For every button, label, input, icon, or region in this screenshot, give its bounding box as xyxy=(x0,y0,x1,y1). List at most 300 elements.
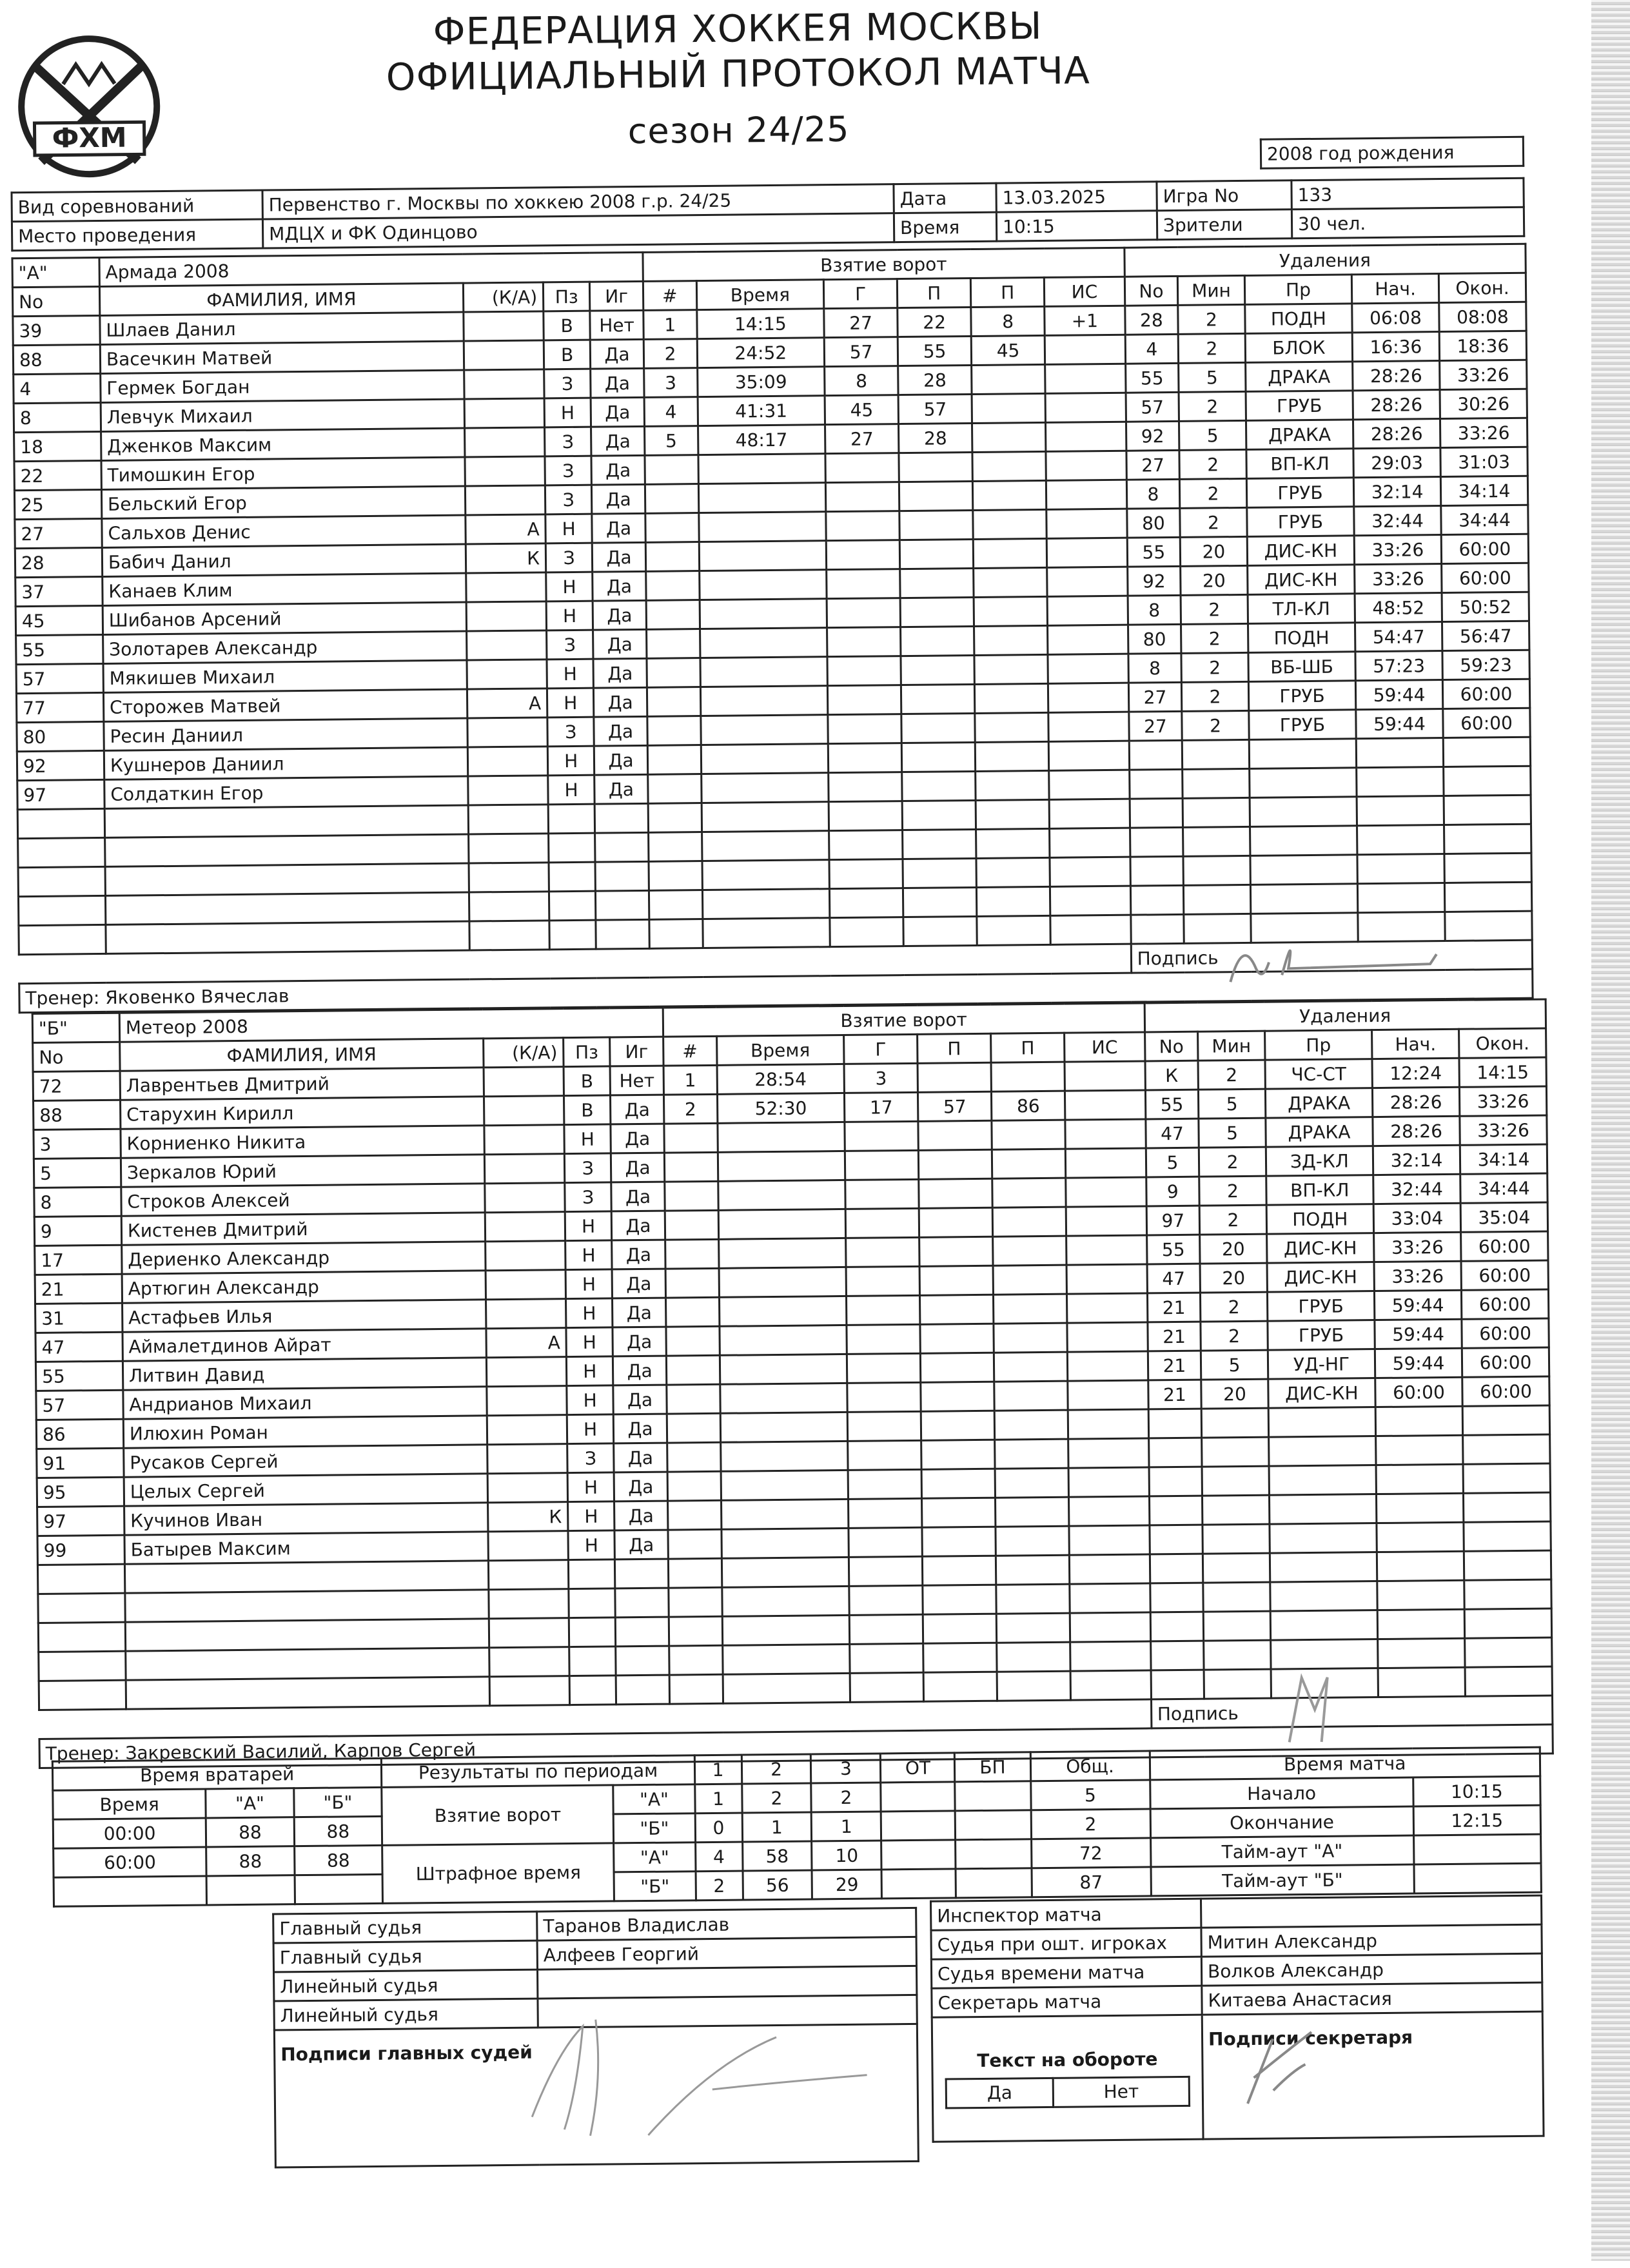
player-played: Да xyxy=(593,571,646,601)
goal-num xyxy=(667,1413,720,1443)
player-no xyxy=(39,1651,126,1681)
goal-g xyxy=(830,917,903,947)
penalty-end xyxy=(1462,1405,1549,1435)
svg-text:ФХМ: ФХМ xyxy=(52,121,127,154)
player-no: 47 xyxy=(35,1332,123,1362)
penalty-no: 80 xyxy=(1126,508,1180,538)
player-no: 8 xyxy=(14,402,101,432)
player-ka xyxy=(465,456,545,486)
goal-a2 xyxy=(997,1671,1070,1701)
goal-g xyxy=(828,743,901,773)
goal-time: 35:09 xyxy=(697,367,825,397)
player-no: 3 xyxy=(34,1129,121,1158)
goals-a-p2: 2 xyxy=(741,1783,811,1813)
penalty-reason: ДИС-КН xyxy=(1267,1262,1375,1293)
goal-a1: 22 xyxy=(898,308,971,337)
penalty-reason: ТЛ-КЛ xyxy=(1248,594,1355,624)
goal-g xyxy=(845,1121,918,1151)
penalty-min: 2 xyxy=(1180,507,1247,537)
goals-b-ot xyxy=(881,1811,956,1841)
reverse-text-label: Текст на обороте xyxy=(977,2048,1158,2071)
player-ka xyxy=(484,1183,565,1213)
player-no: 8 xyxy=(34,1187,121,1217)
goal-a1 xyxy=(903,916,977,946)
player-pos: Н xyxy=(564,1124,611,1154)
player-pos: Н xyxy=(566,1356,613,1386)
goal-is xyxy=(1070,1612,1150,1642)
player-no: 31 xyxy=(35,1303,123,1333)
player-no: 37 xyxy=(15,576,103,606)
player-no: 72 xyxy=(33,1071,120,1100)
goal-time xyxy=(718,1151,845,1181)
penalty-start: 32:14 xyxy=(1353,477,1440,507)
player-played: Да xyxy=(594,745,648,775)
player-played: Да xyxy=(592,513,645,543)
goal-a2 xyxy=(972,393,1045,423)
penalty-reason xyxy=(1268,1436,1376,1467)
goal-is xyxy=(1066,1177,1146,1207)
player-played: Да xyxy=(613,1356,667,1385)
goal-time xyxy=(718,1209,846,1239)
player-name xyxy=(105,834,469,866)
goal-g xyxy=(846,1237,919,1267)
penalty-min: 2 xyxy=(1180,478,1247,508)
goal-is xyxy=(1067,1322,1148,1352)
goal-g xyxy=(827,627,901,657)
player-no: 57 xyxy=(16,663,103,693)
goal-num xyxy=(665,1239,719,1269)
penalties-title: Удаления xyxy=(1124,244,1526,277)
player-played: Да xyxy=(590,339,643,369)
penalty-no xyxy=(1130,798,1183,828)
penalty-start xyxy=(1357,796,1444,826)
penalty-min xyxy=(1203,1582,1270,1612)
player-pos: Н xyxy=(565,1211,612,1241)
penalty-reason: ДРАКА xyxy=(1265,1088,1373,1119)
penalty-end xyxy=(1444,795,1531,825)
goal-a2 xyxy=(974,596,1047,626)
goal-a2 xyxy=(977,886,1050,916)
player-ka: А xyxy=(465,514,545,544)
goal-num xyxy=(665,1297,719,1327)
player-name: Зеркалов Юрий xyxy=(121,1155,484,1187)
goal-num xyxy=(665,1268,719,1298)
goals-label: Взятие ворот xyxy=(382,1785,614,1845)
goal-num xyxy=(646,600,700,630)
birth-year-box xyxy=(1260,136,1524,170)
player-played: Да xyxy=(591,397,644,427)
player-ka xyxy=(466,631,547,660)
penalty-reason xyxy=(1270,1639,1378,1670)
goal-num xyxy=(648,832,702,862)
penalty-min xyxy=(1183,826,1250,856)
penalty-end: 18:36 xyxy=(1439,331,1526,360)
penalty-min: 2 xyxy=(1199,1205,1266,1235)
player-name: Сторожев Матвей xyxy=(103,689,467,721)
goal-is xyxy=(1065,1090,1146,1120)
goal-num xyxy=(649,890,702,920)
penalty-start: 29:03 xyxy=(1353,448,1440,478)
player-pos: Н xyxy=(567,1414,614,1444)
goal-time xyxy=(698,512,826,542)
goal-a1 xyxy=(919,1266,993,1295)
penalty-reason: ДИС-КН xyxy=(1247,536,1355,566)
goal-num xyxy=(668,1529,722,1559)
player-played: Нет xyxy=(590,310,643,340)
col-goal-g: Г xyxy=(824,279,898,309)
penalty-box-value: Митин Александр xyxy=(1201,1924,1542,1957)
player-name xyxy=(126,1677,489,1709)
player-name: Кистенев Дмитрий xyxy=(121,1213,485,1245)
goal-a2 xyxy=(992,1207,1066,1237)
goal-num xyxy=(667,1384,720,1414)
penalty-min: 2 xyxy=(1181,623,1248,653)
season-title: сезон 24/25 xyxy=(627,108,850,152)
goal-num xyxy=(669,1674,723,1704)
penalty-start: 59:44 xyxy=(1355,680,1442,710)
goal-num: 4 xyxy=(644,397,698,427)
player-played: Да xyxy=(613,1298,666,1327)
period-header-2: 2 xyxy=(741,1754,811,1784)
goal-num xyxy=(669,1587,722,1617)
goal-is xyxy=(1049,799,1130,828)
goal-time xyxy=(718,1238,846,1268)
player-ka xyxy=(467,718,547,747)
player-played xyxy=(615,1588,669,1618)
penalty-end: 60:00 xyxy=(1462,1347,1549,1377)
col-goal-is: ИС xyxy=(1045,277,1125,306)
goal-num xyxy=(645,484,698,514)
spectators-value: 30 чел. xyxy=(1291,207,1524,238)
penalty-end xyxy=(1444,766,1531,796)
penalty-no: 47 xyxy=(1145,1119,1199,1148)
player-pos: В xyxy=(544,311,591,340)
penalty-reason: ГРУБ xyxy=(1247,507,1355,537)
goal-is xyxy=(1068,1409,1148,1439)
goal-a2 xyxy=(976,770,1049,800)
player-played: Да xyxy=(593,658,647,688)
goal-num xyxy=(664,1123,718,1153)
player-pos: Н xyxy=(544,398,591,427)
reverse-text-options xyxy=(945,2075,1190,2109)
player-ka xyxy=(467,747,548,776)
penalty-start: 57:23 xyxy=(1355,651,1442,681)
penalty-end xyxy=(1464,1608,1551,1638)
penalty-box-label: Судья при ошт. игроках xyxy=(931,1928,1201,1959)
goal-num xyxy=(666,1355,720,1385)
date-label: Дата xyxy=(894,183,996,213)
team-letter: "А" xyxy=(12,257,99,287)
player-name: Левчук Михаил xyxy=(101,399,464,431)
goal-g xyxy=(827,598,900,628)
goal-a2 xyxy=(992,1178,1066,1207)
penalties-title: Удаления xyxy=(1144,999,1546,1032)
player-no: 22 xyxy=(14,460,101,490)
penalty-reason xyxy=(1249,768,1357,798)
goal-g xyxy=(847,1411,921,1441)
penalty-min: 5 xyxy=(1201,1350,1268,1380)
goal-a1 xyxy=(919,1237,993,1266)
goal-g xyxy=(849,1614,923,1644)
goals-a-ot xyxy=(881,1782,955,1812)
player-played xyxy=(596,919,649,949)
reverse-no[interactable]: Нет xyxy=(1053,2077,1189,2107)
team-b-table xyxy=(32,998,1554,1769)
player-ka xyxy=(466,601,547,631)
player-pos: В xyxy=(564,1066,611,1096)
player-played: Да xyxy=(593,542,646,572)
pim-b-p3: 29 xyxy=(812,1870,882,1899)
goal-a2 xyxy=(994,1410,1068,1440)
player-no xyxy=(18,866,105,896)
goal-num xyxy=(669,1645,723,1675)
penalty-no: 9 xyxy=(1146,1177,1199,1206)
penalty-min: 2 xyxy=(1198,1060,1265,1090)
goals-b-p3: 1 xyxy=(812,1812,881,1841)
pim-b-team: "Б" xyxy=(614,1872,696,1901)
goals-a-total: 5 xyxy=(1030,1780,1150,1810)
goal-time xyxy=(720,1412,848,1442)
goal-num xyxy=(667,1500,721,1530)
col-name: ФАМИЛИЯ, ИМЯ xyxy=(99,283,463,315)
goal-g xyxy=(849,1527,922,1557)
penalty-start: 32:14 xyxy=(1373,1145,1460,1175)
goal-num xyxy=(667,1471,721,1501)
player-ka xyxy=(468,805,549,834)
period-header-so: БП xyxy=(955,1752,1031,1782)
goal-g: 17 xyxy=(845,1092,918,1122)
penalty-min xyxy=(1204,1669,1271,1699)
player-name: Старухин Кирилл xyxy=(120,1097,484,1129)
player-pos: Н xyxy=(568,1501,615,1531)
penalty-start: 59:44 xyxy=(1375,1319,1462,1349)
goalie-row1-a: 88 xyxy=(206,1817,295,1847)
penalty-start: 33:26 xyxy=(1355,564,1442,594)
player-ka: А xyxy=(467,689,547,718)
goal-g: 8 xyxy=(825,366,898,396)
penalty-end xyxy=(1465,1637,1552,1667)
player-played: Да xyxy=(614,1530,668,1559)
goal-a1 xyxy=(918,1062,991,1092)
penalty-start: 28:26 xyxy=(1353,390,1440,420)
penalty-reason: ПОДН xyxy=(1245,304,1353,334)
penalty-min: 20 xyxy=(1200,1234,1267,1264)
penalty-start: 33:26 xyxy=(1354,535,1441,565)
penalty-end xyxy=(1464,1521,1551,1551)
team-name: Армада 2008 xyxy=(99,252,643,286)
goal-a1 xyxy=(900,568,974,598)
pim-a-p1: 4 xyxy=(695,1842,742,1872)
penalty-end xyxy=(1444,853,1531,883)
col-pos: Пз xyxy=(543,282,590,311)
penalty-reason xyxy=(1268,1407,1376,1438)
col-pen-end: Окон. xyxy=(1459,1028,1546,1058)
goal-a2 xyxy=(973,538,1046,568)
player-name: Андрианов Михаил xyxy=(123,1387,487,1419)
goal-a1 xyxy=(920,1295,994,1324)
period-header-ot: ОТ xyxy=(881,1753,955,1783)
penalty-start xyxy=(1376,1435,1463,1465)
player-no: 91 xyxy=(37,1448,124,1478)
goal-time: 52:30 xyxy=(717,1093,845,1123)
player-ka xyxy=(464,369,544,399)
goal-time xyxy=(719,1325,847,1355)
penalty-no: 47 xyxy=(1147,1264,1201,1293)
goal-a1 xyxy=(922,1498,996,1527)
goal-a1 xyxy=(900,597,974,627)
player-played xyxy=(595,832,649,862)
player-name: Бельский Егор xyxy=(101,486,465,518)
goal-a1 xyxy=(903,829,976,859)
penalty-no: 57 xyxy=(1126,392,1179,422)
penalty-start xyxy=(1378,1667,1465,1697)
penalty-min xyxy=(1183,797,1250,827)
penalty-start: 59:44 xyxy=(1356,709,1443,739)
goal-g xyxy=(849,1556,923,1586)
penalty-no: 21 xyxy=(1148,1380,1201,1409)
penalty-no xyxy=(1130,827,1183,857)
player-no xyxy=(19,924,106,954)
pim-b-so xyxy=(956,1868,1032,1898)
player-pos: В xyxy=(544,340,591,369)
penalty-min: 2 xyxy=(1181,594,1248,624)
goal-is xyxy=(1068,1467,1149,1497)
player-pos xyxy=(548,804,595,834)
penalty-min: 2 xyxy=(1178,304,1245,334)
goal-g xyxy=(828,685,901,715)
goal-time xyxy=(720,1383,847,1413)
player-played: Да xyxy=(613,1385,667,1414)
goal-a2 xyxy=(977,915,1050,945)
penalty-start: 59:44 xyxy=(1375,1290,1462,1320)
goal-a1 xyxy=(901,684,975,714)
col-pen-end: Окон. xyxy=(1439,273,1526,302)
player-ka xyxy=(484,1067,564,1097)
pim-b-p1: 2 xyxy=(696,1871,743,1901)
goal-a2 xyxy=(975,712,1048,742)
goalie-row2-time: 60:00 xyxy=(54,1847,207,1877)
goal-num xyxy=(649,861,702,891)
goal-a1 xyxy=(919,1207,992,1237)
pim-a-so xyxy=(956,1839,1032,1869)
referees-table xyxy=(272,1907,919,2169)
penalty-reason xyxy=(1270,1581,1378,1612)
player-played xyxy=(595,861,649,891)
penalty-end xyxy=(1445,911,1532,941)
period-header-3: 3 xyxy=(811,1754,881,1783)
penalty-min: 20 xyxy=(1201,1379,1268,1409)
goal-g xyxy=(826,511,899,541)
penalty-reason: ДРАКА xyxy=(1266,1117,1373,1148)
goals-b-p1: 0 xyxy=(695,1813,742,1843)
col-pen-start: Нач. xyxy=(1372,1029,1459,1059)
goal-time xyxy=(698,483,826,513)
penalty-no xyxy=(1130,885,1184,915)
goal-a2 xyxy=(992,1120,1065,1149)
goal-time xyxy=(699,570,827,600)
penalty-no: 4 xyxy=(1125,334,1179,364)
player-ka xyxy=(468,834,549,863)
competition-value: Первенство г. Москвы по хоккею 2008 г.р. 24/25 xyxy=(262,184,894,219)
goal-is xyxy=(1065,1148,1146,1178)
penalty-end xyxy=(1464,1579,1551,1609)
goal-a1: 57 xyxy=(898,395,972,424)
penalty-end xyxy=(1444,882,1531,912)
penalty-reason: ВП-КЛ xyxy=(1246,449,1354,479)
player-name: Васечкин Матвей xyxy=(100,341,464,373)
penalty-end: 34:44 xyxy=(1460,1173,1547,1203)
game-label: Игра No xyxy=(1157,181,1291,211)
goal-is xyxy=(1069,1496,1150,1526)
player-name: Канаев Клим xyxy=(103,573,466,605)
penalty-reason: ГРУБ xyxy=(1267,1291,1375,1322)
player-pos xyxy=(549,891,596,921)
penalty-end: 60:00 xyxy=(1462,1318,1549,1348)
player-name: Сальхов Денис xyxy=(102,515,466,547)
penalty-min: 2 xyxy=(1199,1176,1266,1206)
player-ka xyxy=(464,427,545,457)
reverse-yes[interactable]: Да xyxy=(946,2078,1054,2108)
penalty-min xyxy=(1184,885,1251,914)
periods-title: Результаты по периодам xyxy=(382,1755,695,1788)
player-pos xyxy=(549,833,596,863)
player-no: 4 xyxy=(14,373,101,403)
secretary-signature-label: Подписи секретаря xyxy=(1202,2011,1544,2139)
goals-title: Взятие ворот xyxy=(663,1003,1144,1037)
match-end-value: 12:15 xyxy=(1413,1805,1541,1835)
penalty-start xyxy=(1357,854,1444,884)
player-ka: К xyxy=(487,1502,568,1532)
goals-a-team: "А" xyxy=(613,1784,695,1814)
goal-time xyxy=(722,1644,850,1674)
penalty-start: 12:24 xyxy=(1372,1058,1459,1088)
linesman1-label: Линейный судья xyxy=(274,1970,538,2001)
player-played: Да xyxy=(614,1472,667,1501)
goal-time xyxy=(721,1470,849,1500)
player-no: 21 xyxy=(35,1274,122,1304)
goal-time xyxy=(700,599,827,629)
goalie-row1-time: 00:00 xyxy=(53,1818,206,1848)
goal-time xyxy=(700,686,828,716)
player-no: 18 xyxy=(14,431,101,461)
player-no: 5 xyxy=(34,1158,121,1188)
goalie-time-title: Время вратарей xyxy=(52,1758,382,1790)
goals-b-total: 2 xyxy=(1031,1809,1150,1839)
player-no xyxy=(39,1680,126,1710)
goal-a1 xyxy=(899,452,972,482)
penalty-reason xyxy=(1271,1668,1379,1699)
goal-a1 xyxy=(921,1469,995,1498)
player-name: Корниенко Никита xyxy=(121,1126,484,1158)
goal-a1 xyxy=(918,1149,992,1179)
player-name xyxy=(105,863,469,895)
penalty-no: 55 xyxy=(1125,363,1179,393)
penalty-no xyxy=(1150,1583,1203,1612)
goalie-row3-time xyxy=(54,1876,207,1906)
summary-table xyxy=(52,1746,1542,1908)
penalty-min: 5 xyxy=(1199,1118,1266,1148)
penalty-end: 60:00 xyxy=(1461,1231,1548,1261)
goal-is xyxy=(1068,1351,1148,1381)
goalie-row3-a xyxy=(206,1875,295,1905)
player-no: 28 xyxy=(15,547,102,577)
goal-g xyxy=(826,482,899,512)
player-ka xyxy=(484,1096,564,1126)
birth-year: 2008 год рождения xyxy=(1261,137,1523,168)
player-ka xyxy=(487,1415,567,1445)
penalty-no: 21 xyxy=(1148,1322,1201,1351)
penalty-min: 5 xyxy=(1179,362,1246,392)
